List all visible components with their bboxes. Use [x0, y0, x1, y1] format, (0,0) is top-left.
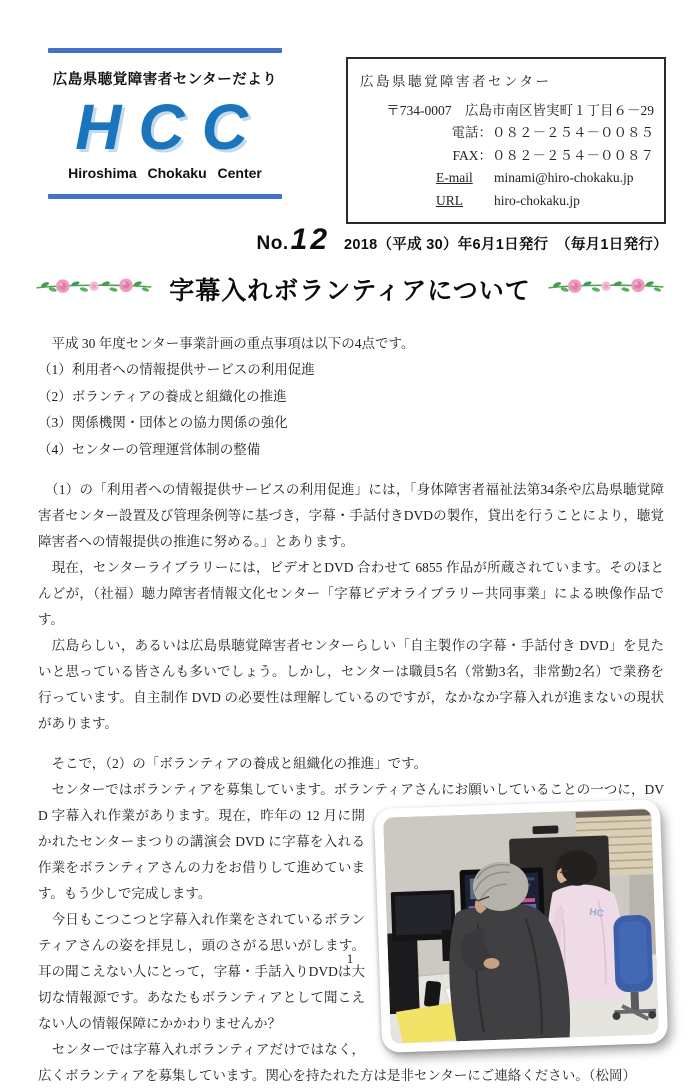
article-body	[38, 331, 664, 1089]
url-label: URL	[436, 192, 463, 208]
phone-line: 電話：０８２－２５４－００８５	[451, 125, 654, 140]
email-label: E-mail	[436, 170, 473, 185]
url-row	[436, 190, 656, 213]
hcc-logo: HCC	[75, 91, 265, 163]
paragraph-library: 現在，センターライブラリーには，ビデオとDVD 合わせて 6855 作品が所蔵されています。そのほとんどが，（社福）聴力障害者情報文化センター「字幕ビデオライブラリー共同事業」による映像作品です。	[38, 560, 664, 627]
spacer	[38, 463, 664, 477]
url-value: hiro-chokaku.jp	[494, 192, 580, 208]
paragraph-text-wrap: 幕入れ作業があります。現在，昨年の 12 月に開かれたセンターまつりの講演会 DVD に字幕を入れる作業をボランティアさんの力をお借りして進めています。もう少しで完成します。	[38, 808, 366, 901]
paragraph-closing: センターでは字幕入れボランティアだけではなく，広くボランティアを募集しています。関心を持たれた方は是非センターにご連絡ください。（松岡）	[38, 1042, 637, 1083]
issue-date: 2018（平成 30）年6月1日発行 （毎月1日発行）	[344, 237, 668, 253]
issue-line	[257, 223, 668, 257]
email-row	[436, 167, 656, 190]
spacer	[38, 737, 664, 751]
issue-number: 12	[290, 223, 331, 256]
photo-image	[383, 808, 659, 1043]
paragraph-text-lead: センターではボランティアを募集しています。ボランティアさんにお願いしていることの一つに，DVD 字	[38, 782, 664, 823]
paragraph-respect: 今日もこつこつと字幕入れ作業をされているボランティアさんの姿を拝見し，頭のさがる思いがします。耳の聞こえない人にとって，字幕・手話入りDVDは大切な情報源です。あなたもボランティアとして聞こえない人の情報保障にかかわりませんか？	[38, 912, 365, 1031]
bottom-rule	[48, 194, 282, 199]
paragraph-volunteer-recruit	[38, 777, 664, 920]
masthead	[48, 48, 282, 199]
svg-text:HC: HC	[588, 906, 605, 920]
plan-item-1: （1）利用者への情報提供サービスの利用促進	[38, 362, 315, 377]
newsletter-kicker: 広島県聴覚障害者センターだより	[52, 72, 278, 88]
top-rule	[48, 48, 282, 53]
flower-vine-icon	[547, 275, 665, 304]
volunteer-photo	[374, 799, 668, 1053]
issue-no-label: No.	[256, 233, 289, 254]
page-number: 1	[346, 951, 354, 966]
paragraph-service: （1）の「利用者への情報提供サービスの利用促進」には，「身体障害者福祉法第34条や広島県聴覚障害者センター設置及び管理条例等に基づき，字幕・手話付きDVDの製作，貸出を行うことにより，聴覚障害者への情報提供の推進に努める。」とあります。	[38, 482, 664, 549]
logo-subtitle: Hiroshima Chokaku Center	[68, 165, 262, 182]
paragraph-intro: 平成 30 年度センター事業計画の重点事項は以下の4点です。	[38, 336, 415, 351]
plan-item-2: （2）ボランティアの養成と組織化の推進	[38, 388, 287, 404]
plan-item-3: （3）関係機関・団体との協力関係の強化	[38, 415, 288, 430]
article-title: 字幕入れボランティアについて	[169, 277, 531, 305]
flower-vine-icon	[35, 275, 153, 304]
email-value: minami@hiro-chokaku.jp	[494, 170, 634, 185]
plan-item-4: （4）センターの管理運営体制の整備	[38, 441, 261, 457]
postal-address: 〒734-0007 広島市南区皆実町１丁目６－29	[386, 102, 654, 118]
paragraph-promotion: そこで，（2）の「ボランティアの養成と組織化の推進」です。	[38, 756, 428, 771]
fax-line: FAX：０８２－２５４－００８７	[452, 147, 654, 163]
contact-box	[346, 57, 666, 224]
paragraph-staff: 広島らしい，あるいは広島県聴覚障害者センターらしい「自主製作の字幕・手話付き DVD」を見たいと思っている皆さんも多いでしょう。しかし，センターは職員5名（常勤3名，非常勤2名）で業務を行っています。自主制作 DVD の必要性は理解しているのですが，なかなか字幕入れが進まないの現状があります。	[38, 638, 664, 731]
org-name: 広島県聴覚障害者センター	[360, 74, 552, 89]
title-row	[0, 271, 700, 307]
